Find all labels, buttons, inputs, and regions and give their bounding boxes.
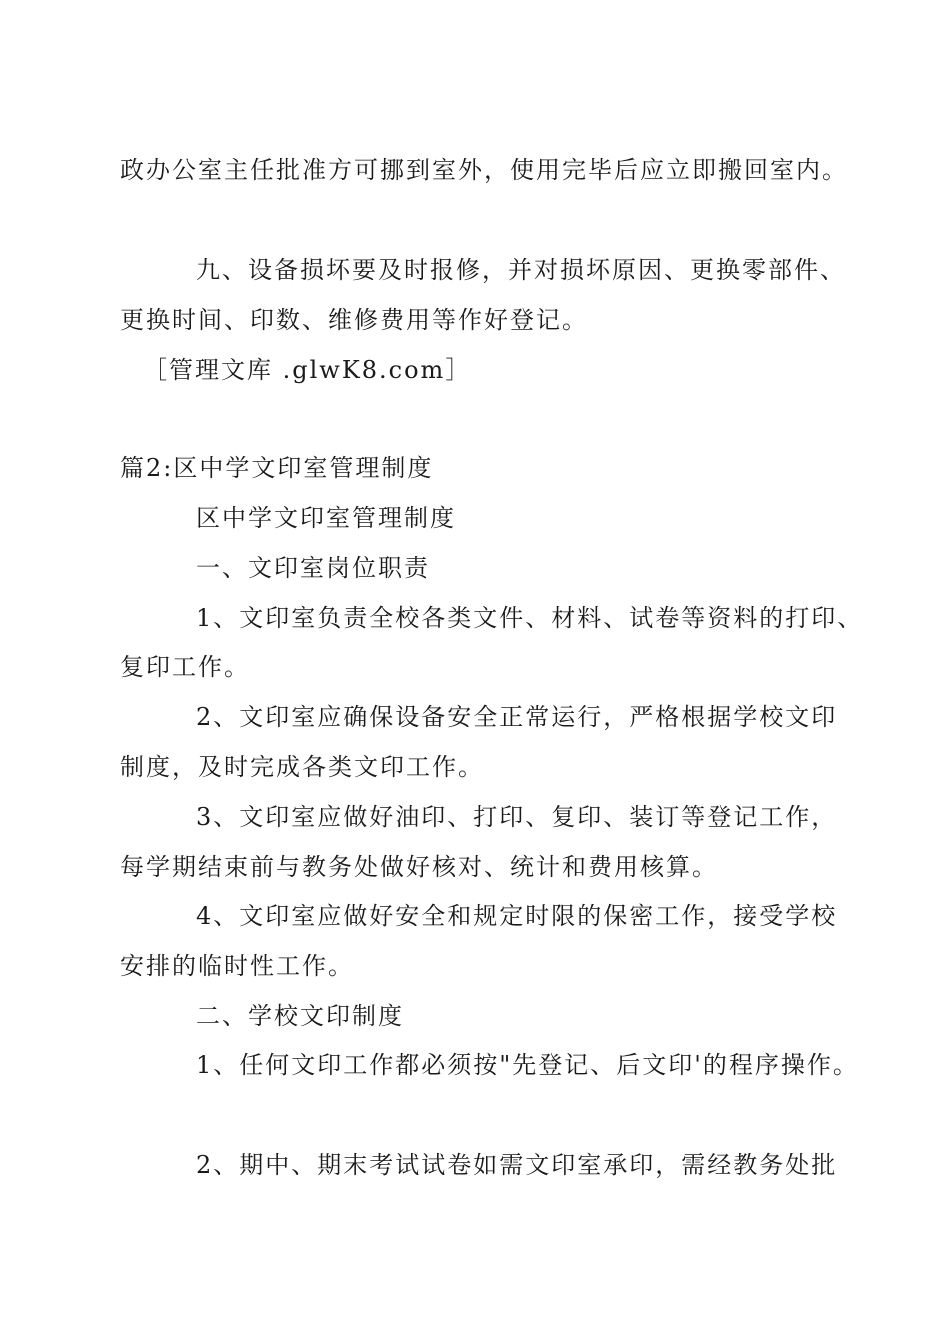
text-line: 2、期中、期末考试试卷如需文印室承印，需经教务处批: [196, 1151, 838, 1179]
text-line: 3、文印室应做好油印、打印、复印、装订等登记工作，: [196, 803, 838, 831]
text-line: 制度，及时完成各类文印工作。: [120, 753, 484, 781]
subsection-heading: 二、学校文印制度: [196, 1002, 404, 1030]
text-line: 4、文印室应做好安全和规定时限的保密工作，接受学校: [196, 902, 838, 930]
text-line: 安排的临时性工作。: [120, 952, 354, 980]
text-line: 更换时间、印数、维修费用等作好登记。: [120, 306, 588, 334]
subsection-heading: 一、文印室岗位职责: [196, 554, 430, 582]
text-line: 1、任何文印工作都必须按"先登记、后文印'的程序操作。: [196, 1051, 859, 1079]
text-line: 1、文印室负责全校各类文件、材料、试卷等资料的打印、: [196, 604, 864, 632]
document-title: 区中学文印室管理制度: [196, 504, 456, 532]
source-watermark-text: ［管理文库 .glwK8.com］: [143, 356, 472, 384]
text-line-continuation: 政办公室主任批准方可挪到室外，使用完毕后应立即搬回室内。: [120, 156, 848, 184]
section-heading: 篇2:区中学文印室管理制度: [120, 454, 434, 482]
text-line-item-nine: 九、设备损坏要及时报修，并对损坏原因、更换零部件、: [196, 256, 846, 284]
text-line: 2、文印室应确保设备安全正常运行，严格根据学校文印: [196, 703, 838, 731]
text-line: 每学期结束前与教务处做好核对、统计和费用核算。: [120, 853, 718, 881]
text-line: 复印工作。: [120, 653, 250, 681]
